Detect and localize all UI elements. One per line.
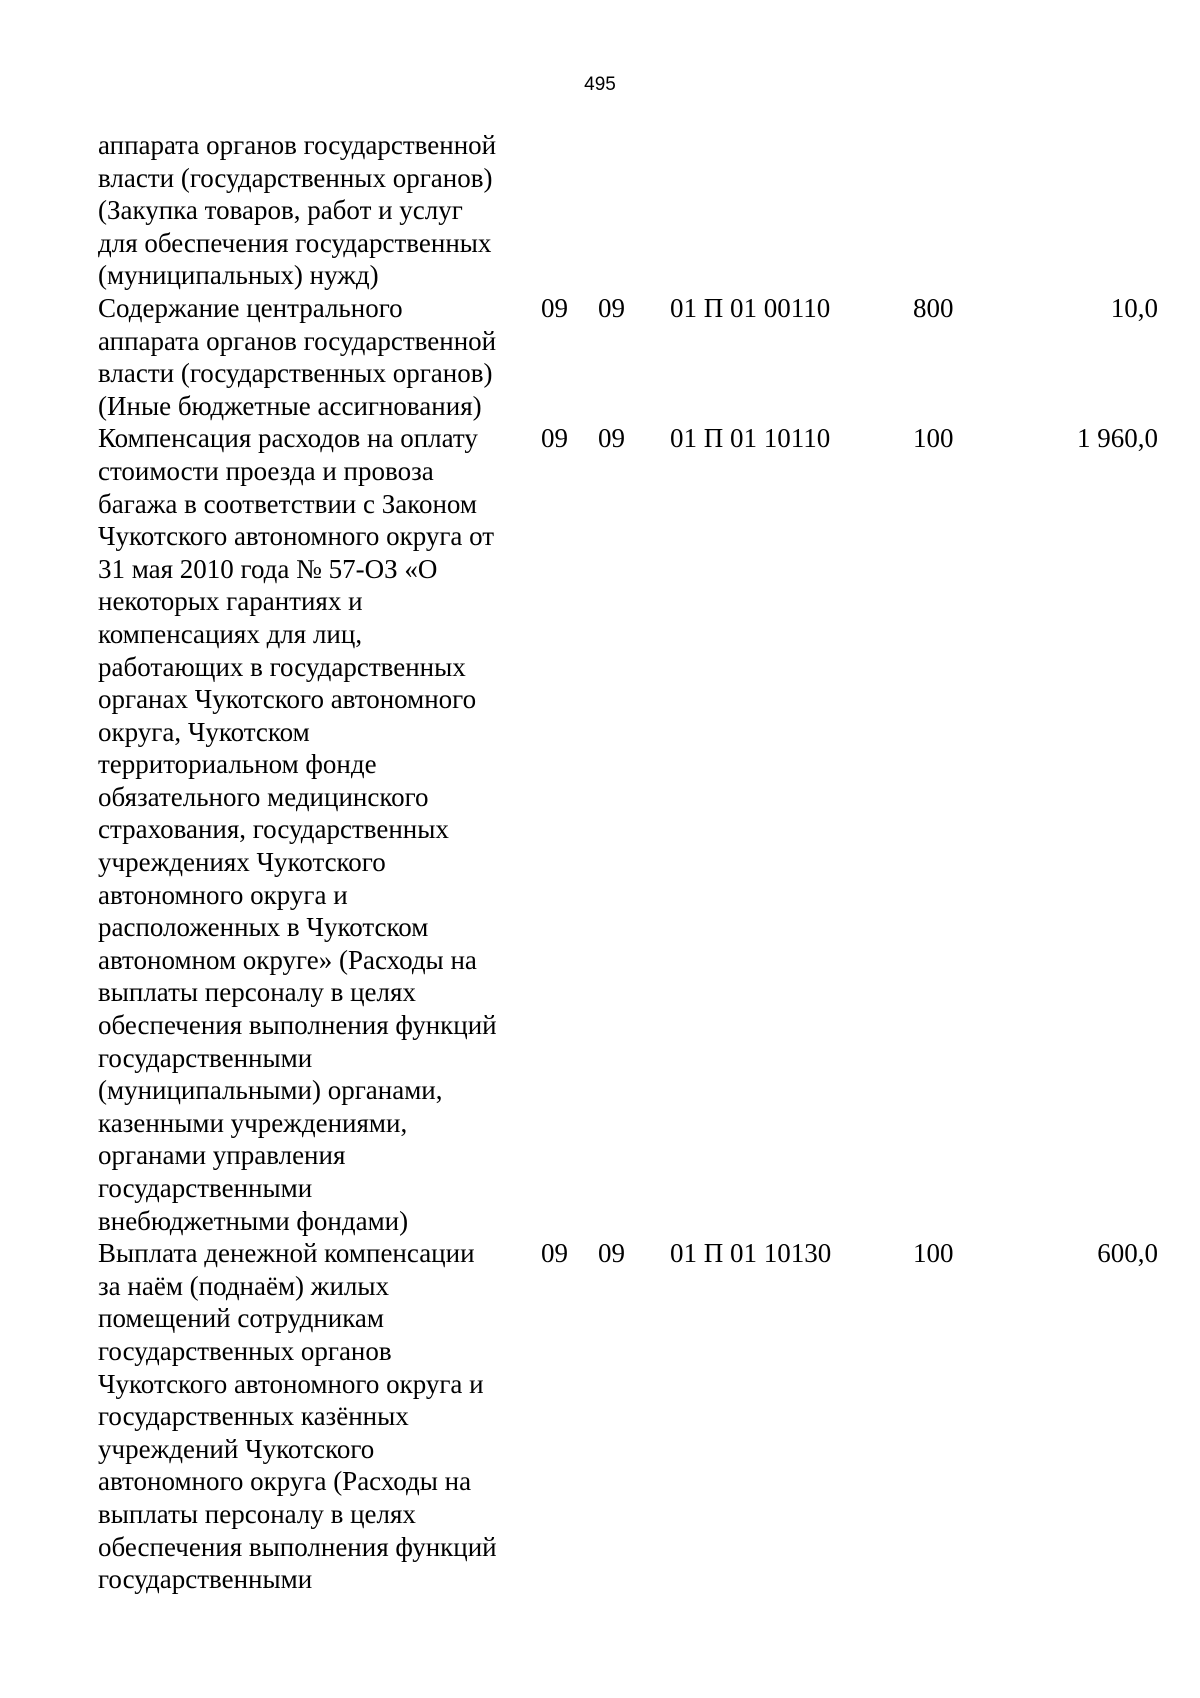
table-row (98, 292, 1158, 422)
row-subsection: 09 (598, 423, 625, 454)
row-description: Компенсация расходов на оплату стоимости проезда и провоза багажа в соответствии с Законом Чукотского автономного округа от 31 мая 2010 года № 57-ОЗ «О некоторых гарантиях и компенсациях для лиц, работающих в государственных органах Чукотского автономного округа, Чукотском территориальном фонде обязательного медицинского страхования, государственных учреждениях Чукотского автономного округа и расположенных в Чукотском автономном округе» (Расходы на выплаты персоналу в целях обеспечения выполнения функций государственными (муниципальными) органами, казенными учреждениями, органами управления государственными внебюджетными фондами) (98, 423, 497, 1236)
table-row (98, 1237, 1158, 1596)
row-section: 09 (541, 292, 568, 323)
row-description: Выплата денежной компенсации за наём (поднаём) жилых помещений сотрудникам государственных органов Чукотского автономного округа и государственных казённых учреждений Чукотского автономного округа (Расходы на выплаты персоналу в целях обеспечения выполнения функций государственными (98, 1238, 497, 1595)
row-article: 01 П 01 10130 (670, 1238, 832, 1269)
row-section: 09 (541, 1238, 568, 1269)
row-expense-type: 100 (913, 423, 954, 454)
row-section: 09 (541, 423, 568, 454)
table-row (98, 129, 1158, 292)
row-article: 01 П 01 10110 (670, 423, 831, 454)
budget-table (98, 129, 1158, 1596)
row-description: Содержание центрального аппарата органов государственной власти (государственных органов) (Иные бюджетные ассигнования) (98, 292, 497, 421)
row-amount: 1 960,0 (1077, 423, 1158, 454)
page-number: 495 (584, 74, 616, 95)
row-description: аппарата органов государственной власти (государственных органов) (Закупка товаров, работ и услуг для обеспечения государственных (муниципальных) нужд) (98, 130, 497, 291)
row-expense-type: 100 (913, 1238, 954, 1269)
row-expense-type: 800 (913, 292, 954, 323)
row-subsection: 09 (598, 1238, 625, 1269)
table-row (98, 422, 1158, 1237)
row-subsection: 09 (598, 292, 625, 323)
row-amount: 600,0 (1097, 1238, 1158, 1269)
row-amount: 10,0 (1110, 292, 1158, 323)
row-article: 01 П 01 00110 (670, 292, 831, 323)
